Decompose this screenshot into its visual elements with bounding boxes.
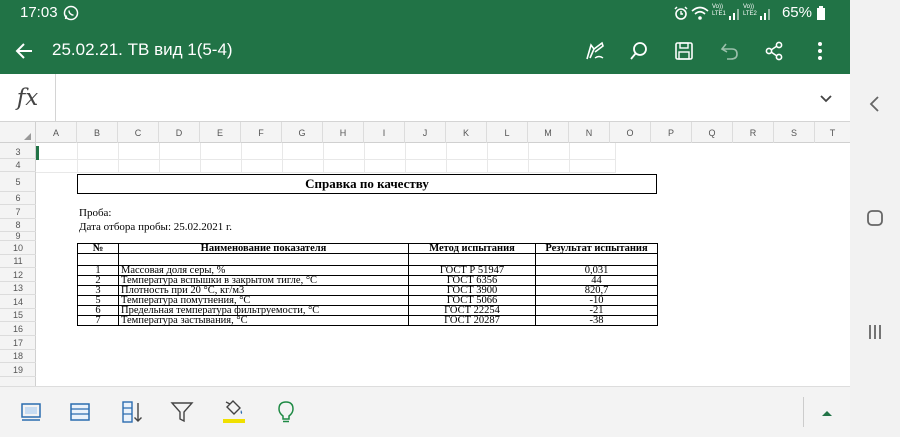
cell-indicator[interactable]: Температура помутнения, °С <box>119 296 409 306</box>
column-header[interactable]: G <box>282 122 323 143</box>
ideas-button[interactable] <box>272 398 300 426</box>
cell-result[interactable]: 0,031 <box>536 266 658 276</box>
chevron-down-icon[interactable] <box>816 88 836 108</box>
nav-back-icon <box>865 94 885 114</box>
nav-home-icon <box>865 208 885 228</box>
bottom-toolbar <box>0 386 850 437</box>
status-time: 17:03 <box>20 4 58 21</box>
probe-label[interactable]: Проба: <box>79 207 112 219</box>
nav-home-button[interactable] <box>850 198 900 238</box>
row-header[interactable]: 15 <box>0 309 36 322</box>
cell-indicator[interactable]: Массовая доля серы, % <box>119 266 409 276</box>
column-header[interactable]: A <box>36 122 77 143</box>
cell-method[interactable]: ГОСТ 3900 <box>409 286 536 296</box>
cell-indicator[interactable]: Температура застывания, °С <box>119 316 409 326</box>
column-header[interactable]: H <box>323 122 364 143</box>
select-all-corner[interactable] <box>0 122 36 143</box>
search-icon <box>627 39 651 63</box>
sort-button[interactable] <box>118 398 146 426</box>
column-header[interactable]: L <box>487 122 528 143</box>
share-icon <box>762 39 786 63</box>
column-header[interactable]: Q <box>692 122 733 143</box>
draw-pen-icon <box>583 39 607 63</box>
draw-button[interactable] <box>580 36 610 66</box>
table-row <box>78 286 658 296</box>
sampling-date[interactable]: Дата отбора пробы: 25.02.2021 г. <box>79 221 233 233</box>
more-vertical-icon <box>808 39 832 63</box>
document-title: 25.02.21. ТВ вид 1(5-4) <box>52 40 233 59</box>
table-row <box>78 306 658 316</box>
row-header[interactable]: 18 <box>0 350 36 363</box>
gridline <box>118 143 119 172</box>
row-header[interactable]: 10 <box>0 241 36 255</box>
gridline <box>323 143 324 172</box>
header-num[interactable]: № <box>78 244 119 254</box>
whatsapp-icon <box>63 5 79 21</box>
sort-icon <box>119 399 145 425</box>
row-header[interactable]: 12 <box>0 268 36 282</box>
gridline <box>36 159 616 160</box>
column-header[interactable]: C <box>118 122 159 143</box>
view-icon <box>18 399 44 425</box>
column-header[interactable]: P <box>651 122 692 143</box>
filter-button[interactable] <box>168 398 196 426</box>
table-row <box>78 276 658 286</box>
toolbar-divider <box>803 397 804 427</box>
undo-icon <box>718 39 742 63</box>
more-options-button[interactable] <box>805 36 835 66</box>
cell-num[interactable]: 3 <box>78 286 119 296</box>
row-header[interactable]: 17 <box>0 336 36 350</box>
cell-method[interactable]: ГОСТ 22254 <box>409 306 536 316</box>
table-header-row <box>78 244 658 254</box>
row-header[interactable]: 8 <box>0 219 36 232</box>
share-button[interactable] <box>759 36 789 66</box>
alarm-icon <box>673 5 689 21</box>
chevron-up-icon[interactable] <box>815 401 839 425</box>
nav-back-button[interactable] <box>850 84 900 124</box>
nav-recents-icon <box>865 322 885 342</box>
column-header[interactable]: N <box>569 122 610 143</box>
android-nav-bar <box>850 0 900 437</box>
column-header[interactable]: O <box>610 122 651 143</box>
cell-result[interactable]: -21 <box>536 306 658 316</box>
cell-method[interactable]: ГОСТ 5066 <box>409 296 536 306</box>
cell-indicator[interactable]: Плотность при 20 °С, кг/м3 <box>119 286 409 296</box>
cell-method[interactable]: ГОСТ 6356 <box>409 276 536 286</box>
cell-result[interactable]: -38 <box>536 316 658 326</box>
cell-result[interactable]: -10 <box>536 296 658 306</box>
row-header[interactable]: 6 <box>0 192 36 205</box>
cell-method[interactable]: ГОСТ 20287 <box>409 316 536 326</box>
cell-num[interactable]: 2 <box>78 276 119 286</box>
column-header[interactable]: R <box>733 122 774 143</box>
table-row <box>78 316 658 326</box>
gridline <box>528 143 529 172</box>
table-row <box>78 296 658 306</box>
column-header[interactable]: F <box>241 122 282 143</box>
row-header[interactable]: 3 <box>0 146 36 159</box>
cell-indicator[interactable]: Предельная температура фильтруемости, °С <box>119 306 409 316</box>
row-header[interactable]: 13 <box>0 282 36 295</box>
cell-num[interactable]: 1 <box>78 266 119 276</box>
format-cells-icon <box>67 399 93 425</box>
row-headers <box>0 143 36 386</box>
undo-button[interactable] <box>715 36 745 66</box>
nav-recents-button[interactable] <box>850 312 900 352</box>
row-header[interactable]: 11 <box>0 255 36 268</box>
column-headers <box>0 122 850 143</box>
formula-bar <box>0 74 850 122</box>
column-header[interactable]: J <box>405 122 446 143</box>
quality-table <box>77 243 658 326</box>
column-header[interactable]: E <box>200 122 241 143</box>
save-icon <box>672 39 696 63</box>
cell-result[interactable]: 820,7 <box>536 286 658 296</box>
column-header[interactable]: K <box>446 122 487 143</box>
cell-num[interactable]: 5 <box>78 296 119 306</box>
battery-icon <box>816 5 826 21</box>
row-header[interactable]: 16 <box>0 322 36 336</box>
header-indicator[interactable]: Наименование показателя <box>119 244 409 254</box>
fill-color-icon <box>220 398 248 426</box>
lightbulb-icon <box>273 399 299 425</box>
column-header[interactable]: I <box>364 122 405 143</box>
row-header[interactable]: 19 <box>0 363 36 377</box>
signal-2-icon <box>759 5 773 21</box>
cell-result[interactable]: 44 <box>536 276 658 286</box>
gridline <box>159 143 160 172</box>
fx-label[interactable]: fx <box>0 74 56 122</box>
gridline <box>36 172 616 173</box>
cell-indicator[interactable]: Температура вспышки в закрытом тигле, °С <box>119 276 409 286</box>
column-header[interactable]: T <box>829 127 836 138</box>
row-header[interactable]: 4 <box>0 159 36 172</box>
status-bar <box>0 0 850 28</box>
active-cell-indicator <box>36 146 39 160</box>
view-button[interactable] <box>17 398 45 426</box>
column-header[interactable]: S <box>774 122 815 143</box>
spreadsheet-grid[interactable] <box>0 122 850 386</box>
report-title[interactable]: Справка по качеству <box>77 174 657 194</box>
row-header[interactable]: 7 <box>0 205 36 219</box>
network-1-label: Vo)) LTE1 <box>712 4 726 17</box>
gridline <box>446 143 447 172</box>
gridline <box>282 143 283 172</box>
column-header[interactable]: B <box>77 122 118 143</box>
search-button[interactable] <box>624 36 654 66</box>
gridline <box>77 143 78 172</box>
cell-method[interactable]: ГОСТ Р 51947 <box>409 266 536 276</box>
column-header[interactable]: D <box>159 122 200 143</box>
app-header <box>0 28 850 74</box>
table-row <box>78 266 658 276</box>
fill-color-button[interactable] <box>220 398 248 426</box>
gridline <box>405 143 406 172</box>
table-row-empty <box>78 254 658 266</box>
formula-input[interactable] <box>60 74 800 122</box>
gridline <box>569 143 570 172</box>
row-header[interactable]: 5 <box>0 172 36 192</box>
row-header[interactable]: 9 <box>0 232 36 241</box>
format-cells-button[interactable] <box>66 398 94 426</box>
gridline <box>615 143 616 172</box>
cell-num[interactable]: 7 <box>78 316 119 326</box>
wifi-icon <box>691 5 709 21</box>
cell-num[interactable]: 6 <box>78 306 119 316</box>
header-method[interactable]: Метод испытания <box>409 244 536 254</box>
signal-1-icon <box>728 5 742 21</box>
header-result[interactable]: Результат испытания <box>536 244 658 254</box>
filter-icon <box>169 399 195 425</box>
gridline <box>200 143 201 172</box>
battery-percent: 65% <box>781 4 812 21</box>
save-button[interactable] <box>669 36 699 66</box>
network-2-label: Vo)) LTE2 <box>743 4 757 17</box>
gridline <box>241 143 242 172</box>
gridline <box>364 143 365 172</box>
gridline <box>487 143 488 172</box>
row-header[interactable]: 14 <box>0 295 36 309</box>
back-arrow-icon[interactable] <box>10 36 40 66</box>
column-header[interactable]: M <box>528 122 569 143</box>
